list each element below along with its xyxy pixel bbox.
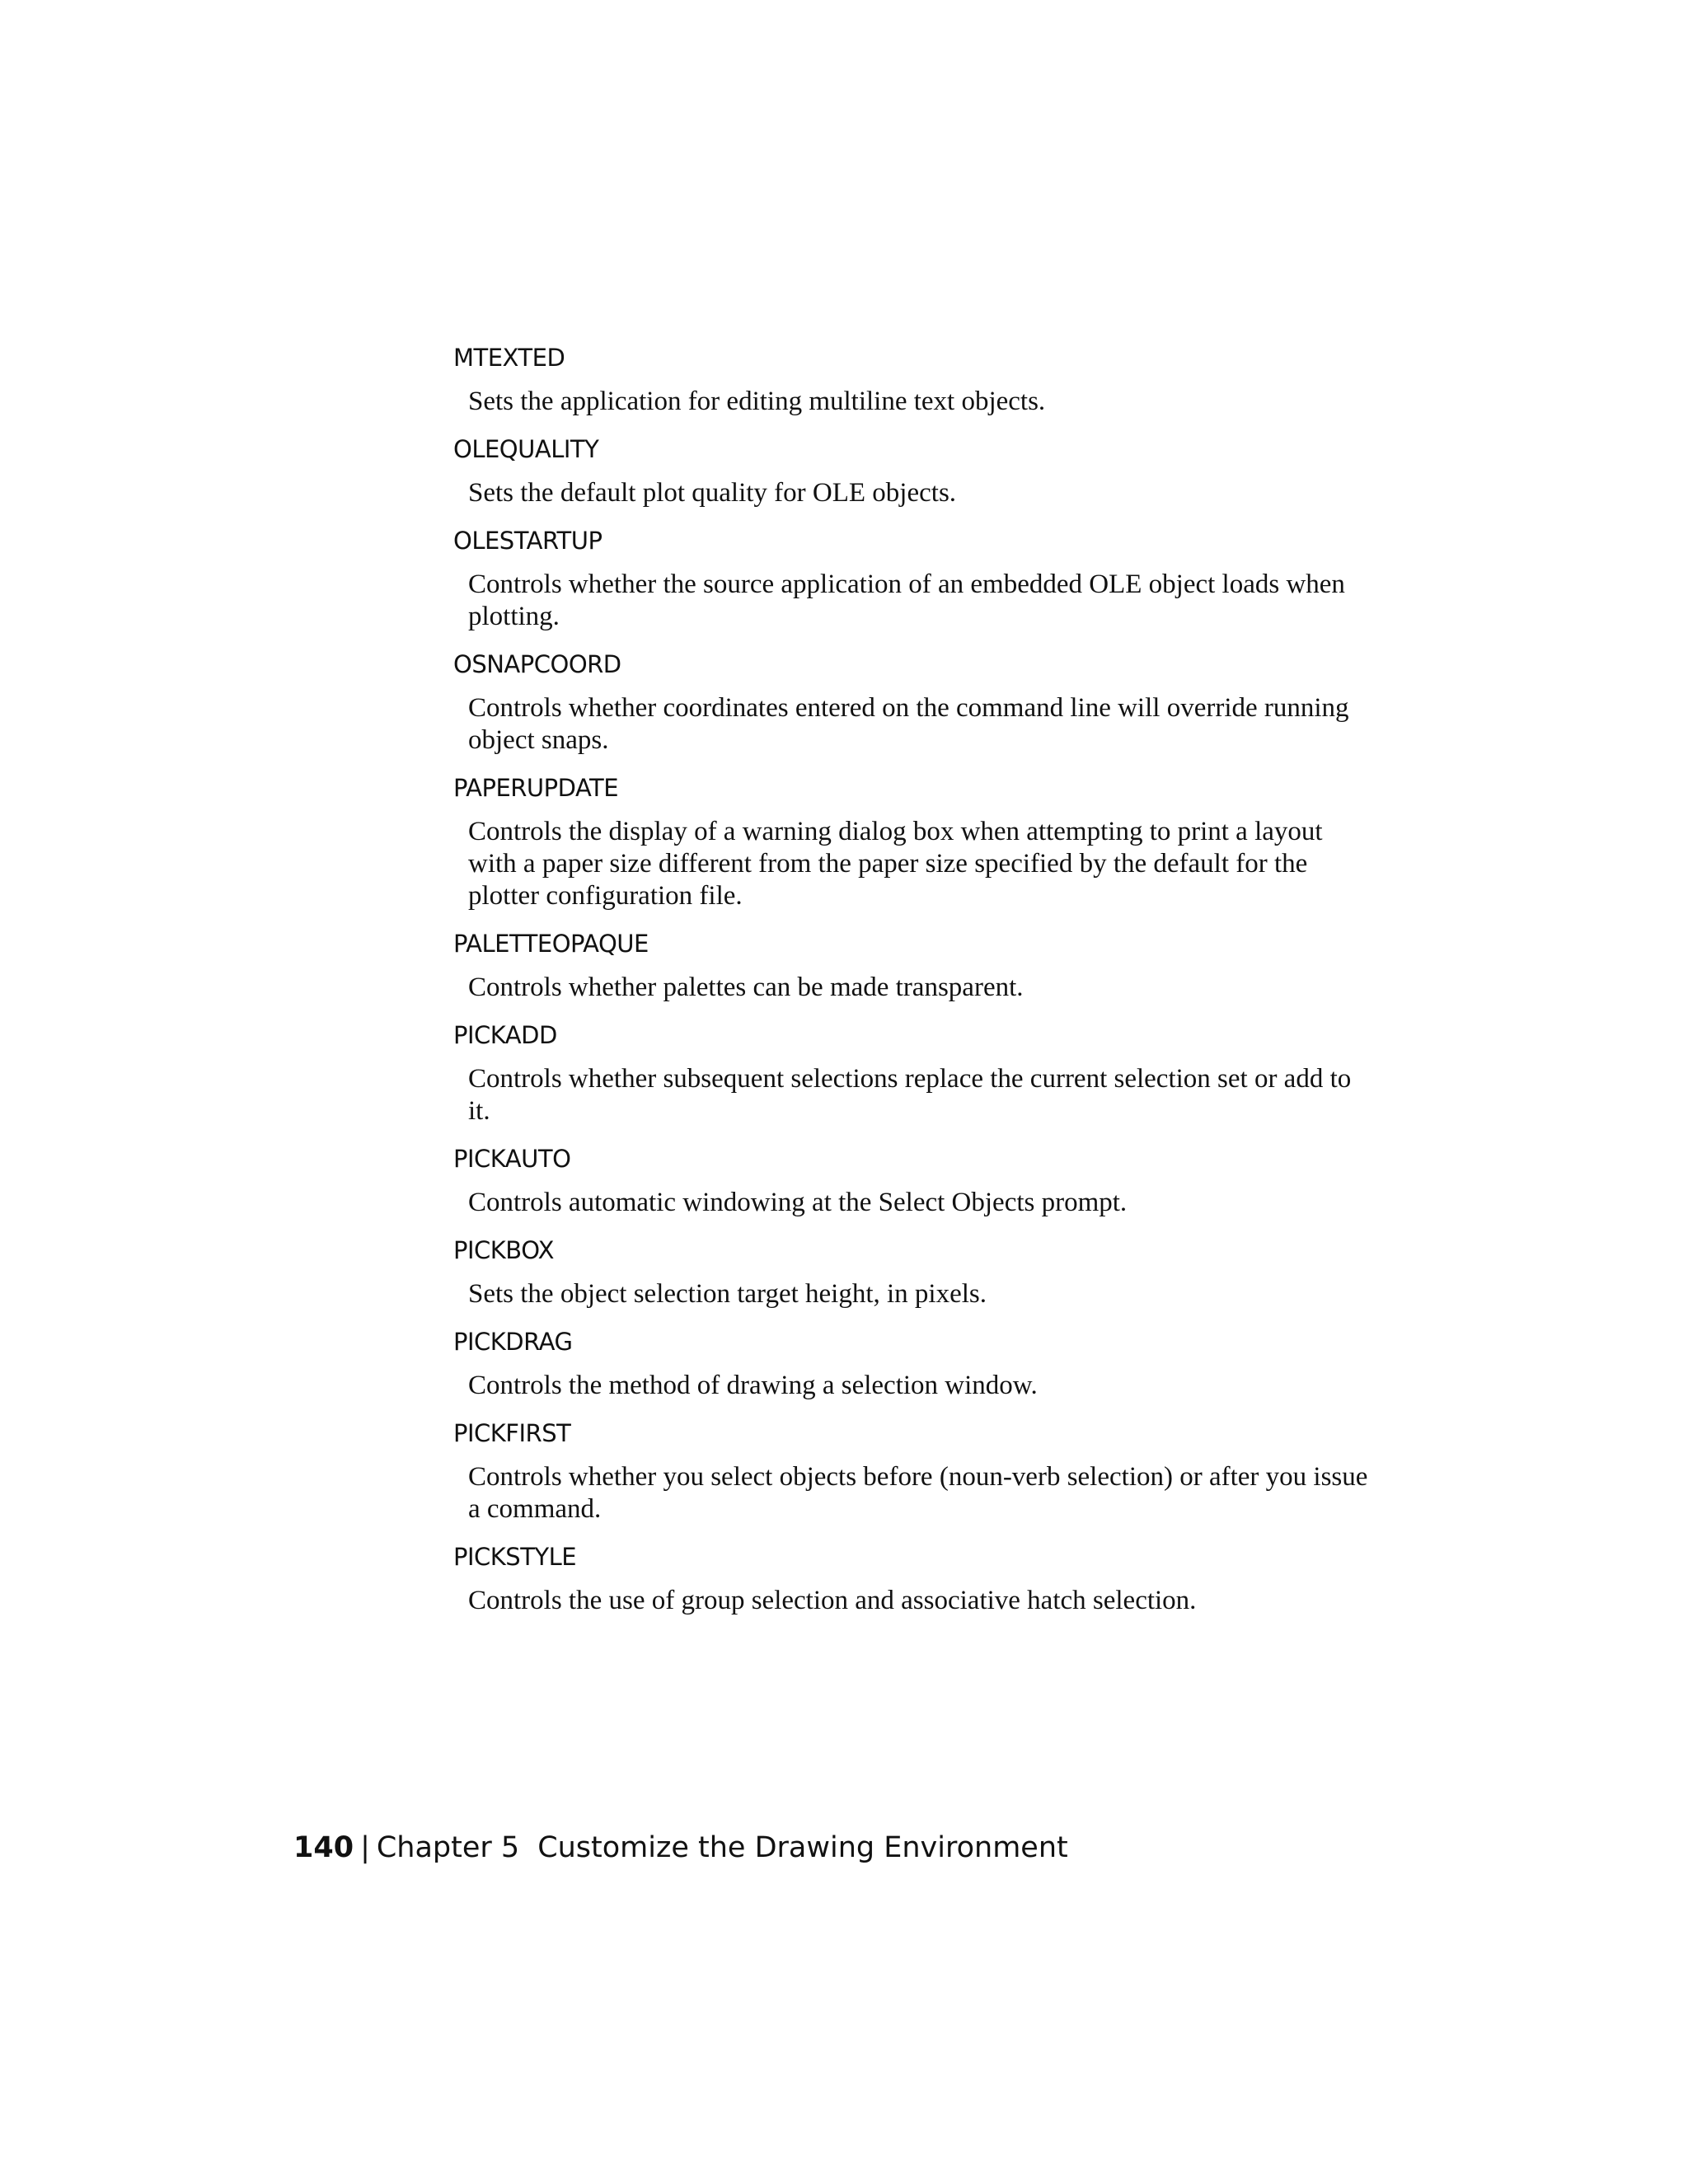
variable-name: PALETTEOPAQUE — [453, 930, 649, 958]
list-item — [453, 926, 1385, 1004]
list-item — [453, 523, 1385, 633]
list-item — [453, 1324, 1385, 1402]
list-item — [453, 646, 1385, 757]
variable-name: PAPERUPDATE — [453, 774, 619, 802]
variable-description: Controls whether the source application of an embedded OLE object loads when plotting. — [468, 569, 1345, 631]
variable-list — [453, 340, 1385, 1630]
variable-name: OLESTARTUP — [453, 527, 603, 555]
variable-name: PICKBOX — [453, 1236, 555, 1264]
list-item — [453, 340, 1385, 418]
variable-name: PICKFIRST — [453, 1419, 571, 1447]
chapter-label: Chapter 5 — [376, 1831, 520, 1864]
variable-description: Controls the display of a warning dialog box when attempting to print a layout with a paper size different from the paper size specified by the default for the plotter configuration file. — [468, 817, 1323, 911]
variable-description: Controls whether you select objects before (noun-verb selection) or after you issue a command. — [468, 1462, 1368, 1524]
variable-name: OLEQUALITY — [453, 435, 599, 463]
variable-name: MTEXTED — [453, 344, 565, 372]
variable-description: Sets the object selection target height, in pixels. — [468, 1279, 987, 1309]
variable-name: PICKDRAG — [453, 1328, 573, 1356]
page-footer — [293, 1828, 1068, 1868]
variable-description: Sets the application for editing multiline text objects. — [468, 387, 1046, 416]
variable-description: Controls automatic windowing at the Select Objects prompt. — [468, 1188, 1128, 1217]
chapter-title: Customize the Drawing Environment — [537, 1831, 1068, 1864]
list-item — [453, 770, 1385, 912]
variable-description: Controls whether subsequent selections replace the current selection set or add to it. — [468, 1064, 1352, 1126]
list-item — [453, 1141, 1385, 1219]
variable-description: Controls the method of drawing a selection window. — [468, 1371, 1038, 1400]
list-item — [453, 1539, 1385, 1617]
list-item — [453, 1232, 1385, 1310]
footer-separator: | — [360, 1831, 370, 1864]
variable-name: OSNAPCOORD — [453, 650, 621, 678]
variable-name: PICKADD — [453, 1021, 557, 1049]
variable-description: Controls whether palettes can be made transparent. — [468, 972, 1024, 1002]
variable-description: Sets the default plot quality for OLE objects. — [468, 478, 957, 508]
variable-description: Controls the use of group selection and associative hatch selection. — [468, 1586, 1197, 1615]
page-number: 140 — [293, 1831, 354, 1864]
list-item — [453, 1017, 1385, 1127]
variable-name: PICKSTYLE — [453, 1543, 577, 1571]
list-item — [453, 1415, 1385, 1526]
list-item — [453, 431, 1385, 509]
variable-name: PICKAUTO — [453, 1145, 571, 1173]
variable-description: Controls whether coordinates entered on the command line will override running object snaps. — [468, 693, 1349, 755]
